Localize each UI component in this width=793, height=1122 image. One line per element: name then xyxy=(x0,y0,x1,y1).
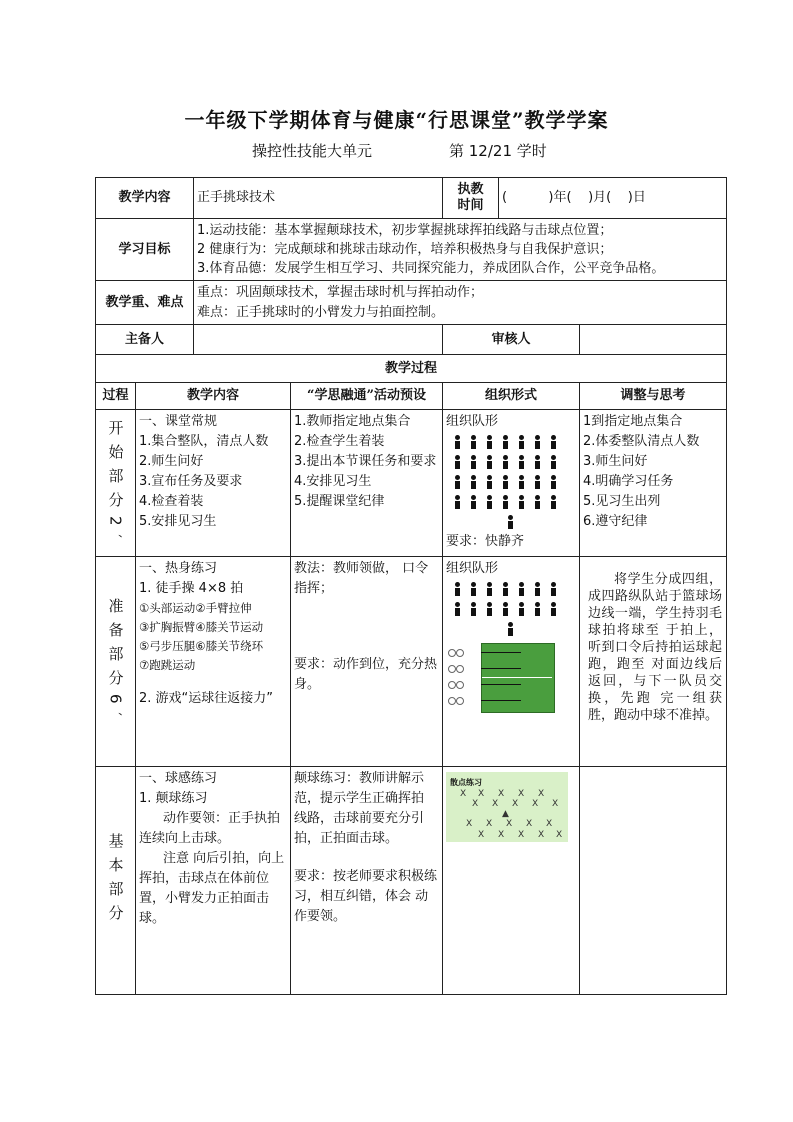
unit-name: 操控性技能大单元 xyxy=(252,142,373,160)
basic-reflection xyxy=(580,767,727,995)
col-header-reflection: 调整与思考 xyxy=(580,383,727,410)
phase-prep: 准备部分6′ xyxy=(96,557,136,767)
reviewer-label: 审核人 xyxy=(443,325,580,355)
reviewer-value xyxy=(580,325,727,355)
col-header-phase: 过程 xyxy=(96,383,136,410)
goal-item: 1.运动技能：基本掌握颠球技术，初步掌握挑球挥拍线路与击球点位置； xyxy=(197,223,613,238)
phase-basic: 基本部分 xyxy=(96,767,136,995)
lesson-plan-table xyxy=(95,177,727,995)
goals-label: 学习目标 xyxy=(96,219,194,281)
content-value: 正手挑球技术 xyxy=(194,178,443,219)
prep-reflection: 将学生分成四组，成四路纵队站于篮球场边线一端，学生持羽毛球拍将球至 于拍上，听到口令后持拍运球起跑，跑至 对面边线后返回，与下一队员交换，先跑 完一组获胜，跑动中球不准掉。 xyxy=(580,557,727,767)
start-organization: 组织队形 要求：快静齐 xyxy=(443,410,580,557)
teacher-icon xyxy=(506,622,515,636)
start-content: 一、课堂常规 1.集合整队，清点人数 2.师生问好 3.宣布任务及要求 4.检查着装 5.安排见习生 xyxy=(136,410,291,557)
key-point: 难点：正手挑球时的小臂发力与拍面控制。 xyxy=(197,304,445,320)
basic-content: 一、球感练习 1. 颠球练习 动作要领：正手执拍连续向上击球。 注意 向后引拍，向上挥拍，击球点在体前位置，小臂发力正拍面击球。 xyxy=(136,767,291,995)
court-relay-diagram xyxy=(446,643,556,711)
start-activity: 1.教师指定地点集合 2.检查学生着装 3.提出本节课任务和要求 4.安排见习生 5.提醒课堂纪律 xyxy=(291,410,443,557)
phase-start: 开始部分2′ xyxy=(96,410,136,557)
teacher-icon xyxy=(506,515,515,529)
key-points xyxy=(194,281,727,325)
prep-content: 一、热身练习 1. 徒手操 4×8 拍 ①头部运动②手臂拉伸 ③扩胸振臂④膝关节运动 ⑤弓步压腿⑥膝关节绕环 ⑦跑跳运动 2. 游戏“运球往返接力” xyxy=(136,557,291,767)
date-field: ( )年( )月( )日 xyxy=(499,178,727,219)
formation-diagram xyxy=(446,432,576,532)
preparer-label: 主备人 xyxy=(96,325,194,355)
prep-organization: 组织队形 xyxy=(443,557,580,767)
goal-item: 3.体育品德：发展学生相互学习、共同探究能力，养成团队合作，公平竞争品格。 xyxy=(197,261,665,276)
basic-activity: 颠球练习：教师讲解示范，提示学生正确挥拍 线路，击球前要充分引拍，正拍面击球。 要求：按老师要求积极练习，相互纠错，体会 动作要领。 xyxy=(291,767,443,995)
col-header-organization: 组织形式 xyxy=(443,383,580,410)
prep-activity: 教法：教师领做， 口令指挥； 要求：动作到位，充分热身。 xyxy=(291,557,443,767)
preparer-value xyxy=(194,325,443,355)
col-header-activity: “学思融通”活动预设 xyxy=(291,383,443,410)
basic-organization xyxy=(443,767,580,995)
content-label: 教学内容 xyxy=(96,178,194,219)
start-reflection: 1到指定地点集合 2.体委整队清点人数 3.师生问好 4.明确学习任务 5.见习生出列 6.遵守纪律 xyxy=(580,410,727,557)
process-title: 教学过程 xyxy=(96,355,727,383)
col-header-content: 教学内容 xyxy=(136,383,291,410)
lesson-number: 第 12/21 学时 xyxy=(449,142,547,160)
key-point: 重点：巩固颠球技术，掌握击球时机与挥拍动作； xyxy=(197,284,484,300)
scatter-practice-diagram: 散点练习 X X X X X X X X X X ▲ X X X X X X X X X X xyxy=(446,772,568,842)
exec-time-label: 执教 时间 xyxy=(443,178,499,219)
page-title: 一年级下学期体育与健康“行思课堂”教学学案 xyxy=(184,108,609,132)
goals-list xyxy=(194,219,727,281)
goal-item: 2 健康行为：完成颠球和挑球击球动作，培养积极热身与自我保护意识； xyxy=(197,242,613,257)
key-points-label: 教学重、难点 xyxy=(96,281,194,325)
